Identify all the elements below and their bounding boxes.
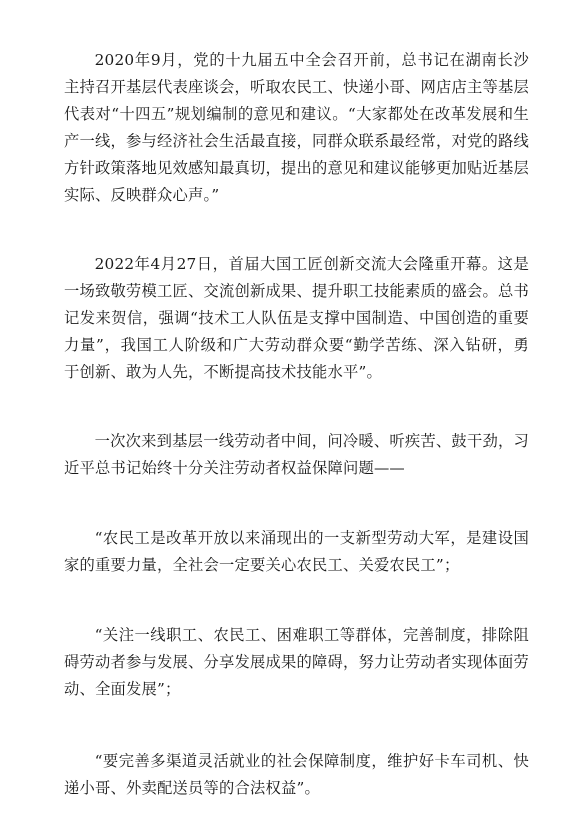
quote-flexible-employment: “要完善多渠道灵活就业的社会保障制度，维护好卡车司机、快递小哥、外卖配送员等的合法权益”。: [64, 752, 529, 797]
quote-migrant-workers: “农民工是改革开放以来涌现出的一支新型劳动大军，是建设国家的重要力量，全社会一定要关心农民工、关爱农民工”；: [64, 529, 529, 574]
paragraph-craftsman-conference: 2022年4月27日，首届大国工匠创新交流大会隆重开幕。这是一场致敬劳模工匠、交流创新成果、提升职工技能素质的盛会。总书记发来贺信，强调“技术工人队伍是支撑中国制造、中国创造的重要力量”，我国工人阶级和广大劳动群众要“勤学苦练、深入钻研，勇于创新、敢为人先，不断提高技术技能水平”。: [64, 255, 529, 381]
paragraph-worker-rights-intro: 一次次来到基层一线劳动者中间，问冷暖、听疾苦、鼓干劲，习近平总书记始终十分关注劳动者权益保障问题——: [64, 432, 529, 477]
quote-frontline-workers: “关注一线职工、农民工、困难职工等群体，完善制度，排除阻碍劳动者参与发展、分享发展成果的障碍，努力让劳动者实现体面劳动、全面发展”；: [64, 626, 529, 698]
paragraph-grassroots-symposium: 2020年9月，党的十九届五中全会召开前，总书记在湖南长沙主持召开基层代表座谈会，听取农民工、快递小哥、网店店主等基层代表对“十四五”规划编制的意见和建议。“大家都处在改革发展和生产一线，参与经济社会生活最直接，同群众联系最经常，对党的路线方针政策落地见效感知最真切，提出的意见和建议能够更加贴近基层实际、反映群众心声。”: [64, 51, 529, 204]
